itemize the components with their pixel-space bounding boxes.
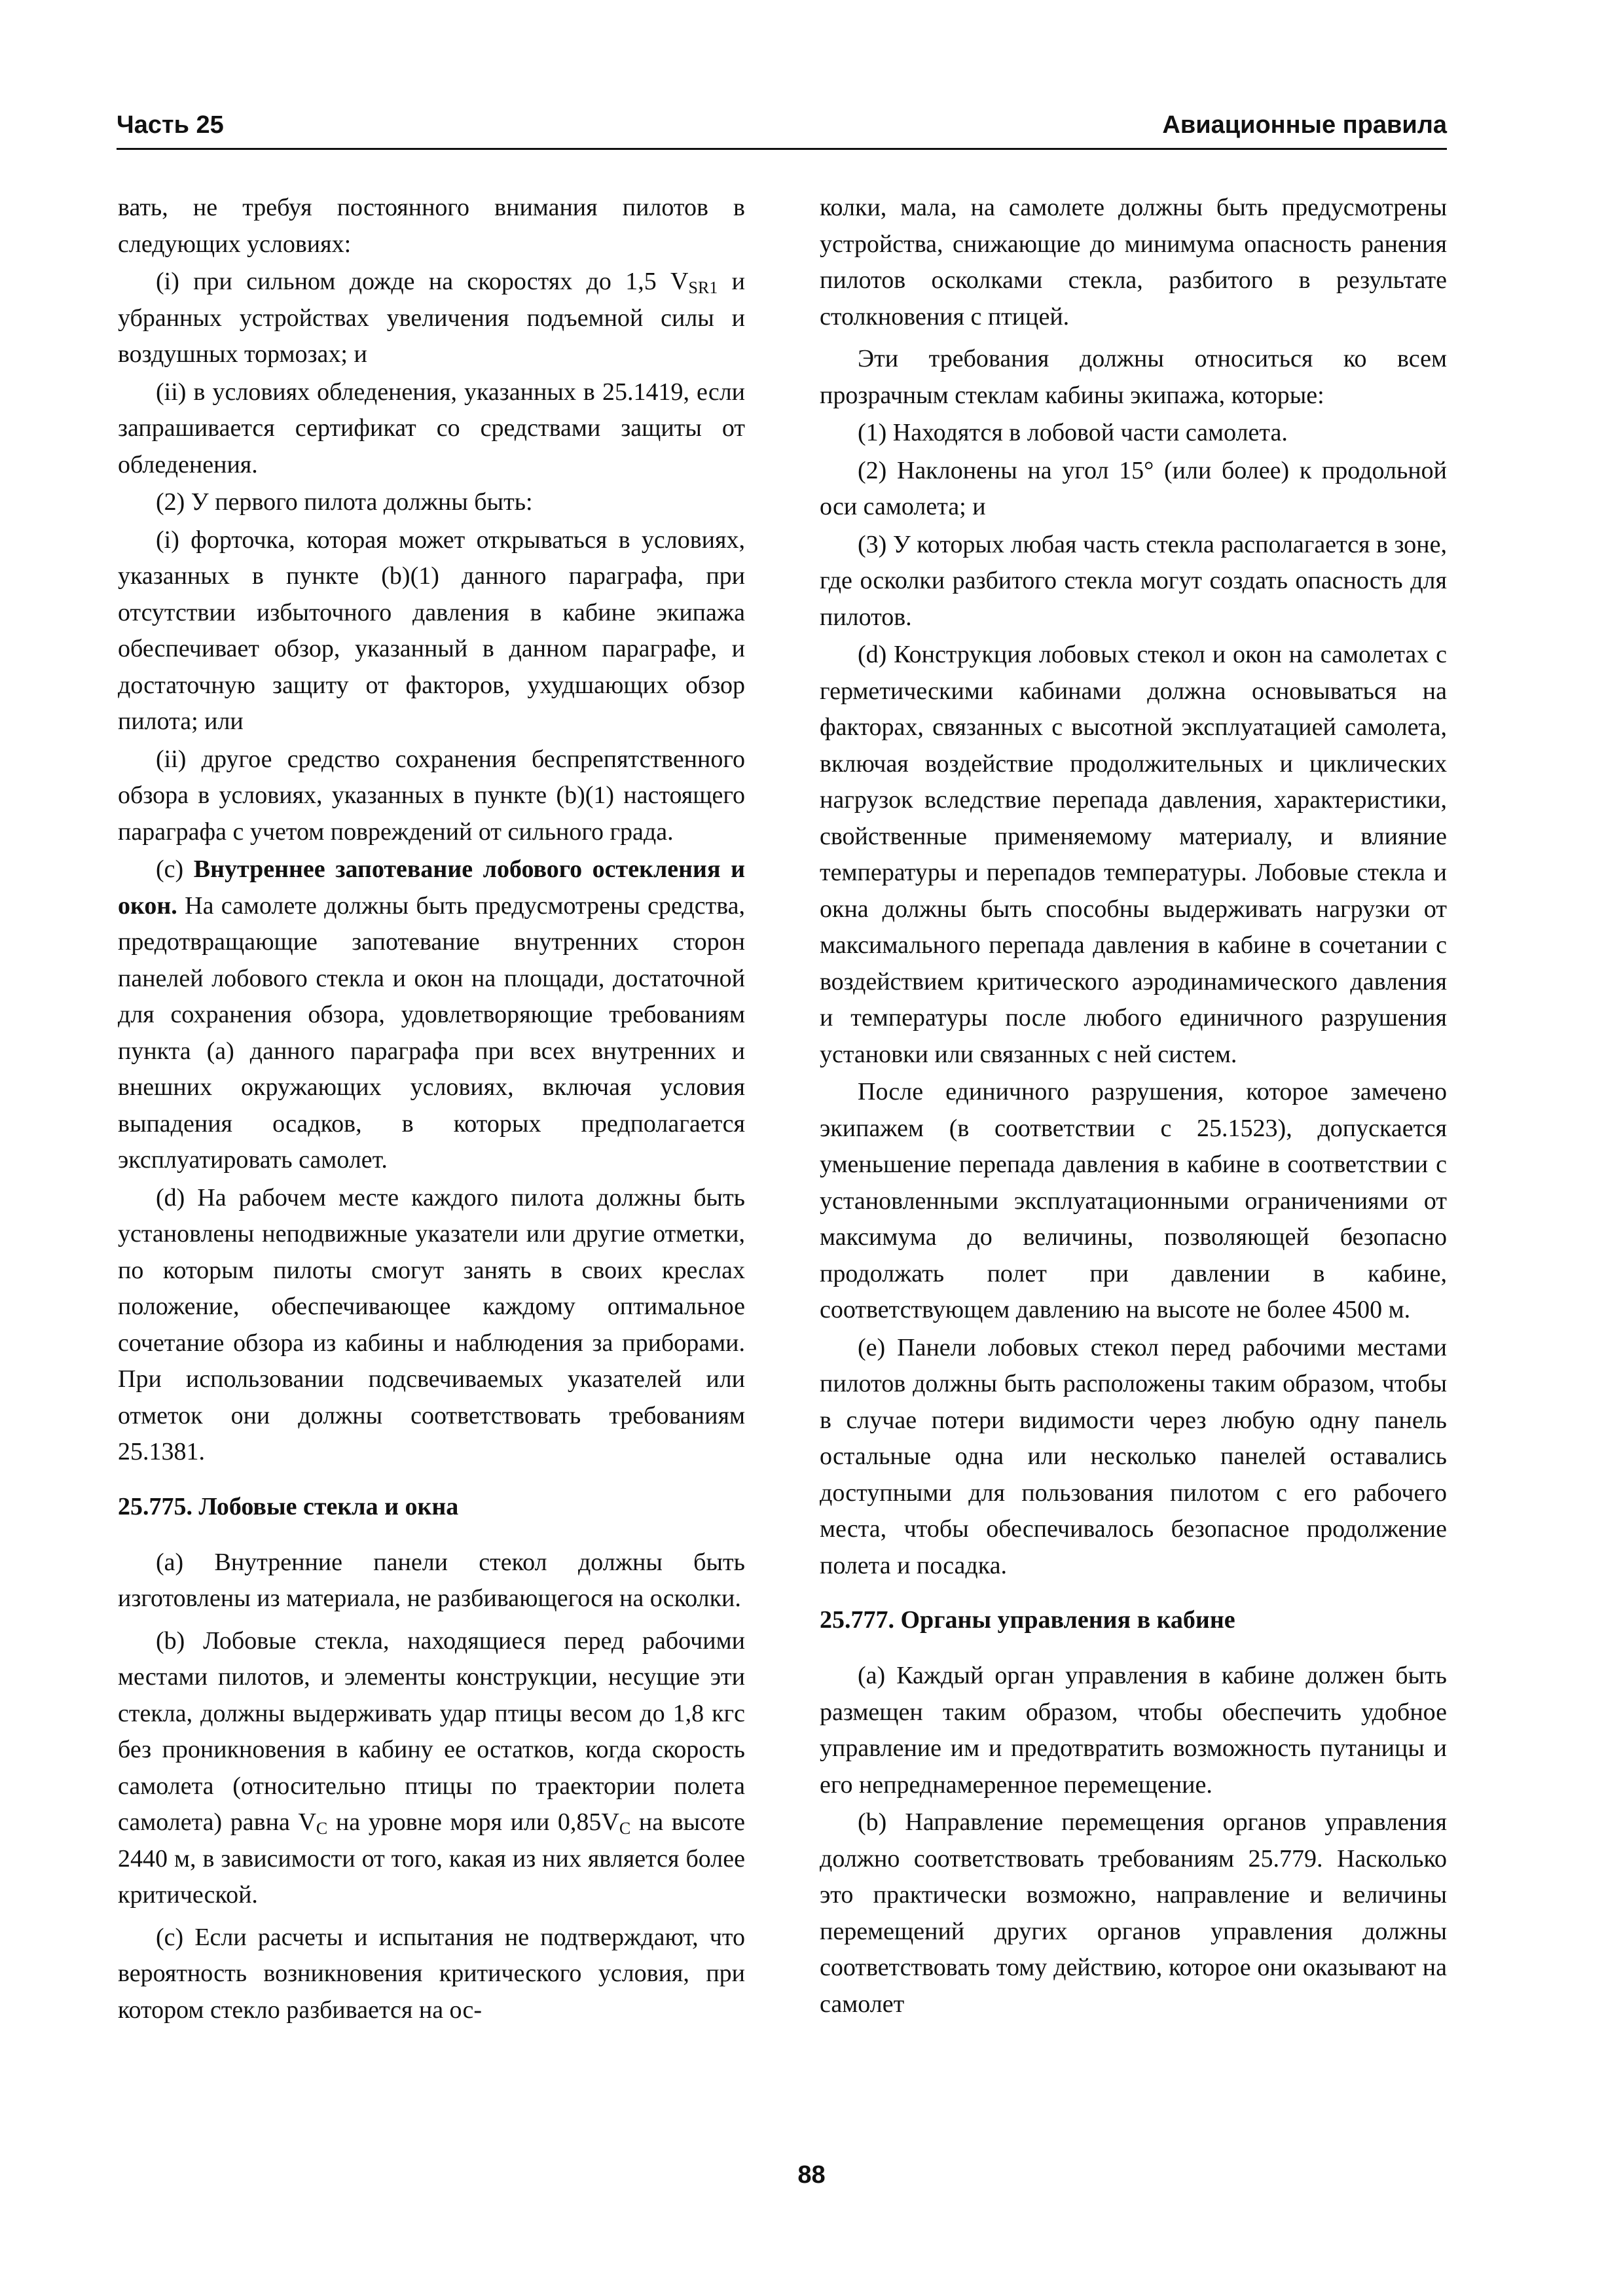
paragraph: (b) Лобовые стекла, находящиеся перед рабочими местами пилотов, и элементы конструкции, несущие эти стекла, должны выдерживать удар птицы весом до 1,8 кгс без проникновения в кабину ее остатков, когда скорость самолета (относительно птицы по траектории полета самолета) равна $V_C$ на уровне моря или $0,85V_C$ на высоте 2440 м, в зависимости от того, какая из них является более критической. [118, 1626, 746, 1909]
paragraph: (е) Панели лобовых стекол перед рабочими местами пилотов должны быть расположены таким образом, чтобы в случае потери видимости через любую одну панель остальные одна или несколько панелей оставались доступными для пользования пилотом с его рабочего места, чтобы обеспечивалось безопасное продолжение полета и посадка. [820, 1333, 1447, 1579]
paragraph: (c) Внутреннее запотевание лобового остекления и окон. На самолете должны быть предусмотрены средства, предотвращающие запотевание внутренних сторон панелей лобового стекла и окон на площади, достаточной для сохранения обзора, удовлетворяющие требованиям пункта (а) данного параграфа при всех внутренних и внешних окружающих условиях, включая условия выпадения осадков, в которых предполагается эксплуатировать самолет. [118, 855, 745, 1174]
right-column [820, 190, 1447, 2022]
paragraph: (2) У первого пилота должны быть: [156, 488, 533, 516]
section-heading: 25.775. Лобовые стекла и окна [118, 1492, 459, 1520]
paragraph: (d) Конструкция лобовых стекол и окон на самолетах с герметическими кабинами должна основываться на факторах, связанных с высотной эксплуатацией самолета, включая воздействие продолжительных и циклических нагрузок вследствие перепада давления, характеристики, свойственные применяемому материалу, и влияние температуры и перепадов температуры. Лобовые стекла и окна должны быть способны выдерживать нагрузки от максимального перепада давления в кабине в сочетании с воздействием критического аэродинамического давления и температуры после любого единичного разрушения установки или связанных с ней систем. [820, 641, 1447, 1068]
paragraph: (i) форточка, которая может открываться в условиях, указанных в пункте (b)(1) данного параграфа, при отсутствии избыточного давления в кабине экипажа обеспечивает обзор, указанный в данном параграфе, и достаточную защиту от факторов, ухудшающих обзор пилота; или [118, 526, 745, 735]
paragraph: (ii) в условиях обледенения, указанных в 25.1419, если запрашивается сертификат со средствами защиты от обледенения. [118, 378, 745, 478]
paragraph: Эти требования должны относиться ко всем прозрачным стеклам кабины экипажа, которые: [820, 345, 1447, 409]
paragraph: (а) Каждый орган управления в кабине должен быть размещен таким образом, чтобы обеспечить удобное управление им и предотвратить возможность путаницы и его непреднамеренное перемещение. [820, 1662, 1447, 1799]
paragraph: (ii) другое средство сохранения беспрепятственного обзора в условиях, указанных в пункте (b)(1) настоящего параграфа с учетом повреждений от сильного града. [118, 745, 745, 846]
paragraph: (а) Внутренние панели стекол должны быть изготовлены из материала, не разбивающегося на осколки. [118, 1548, 745, 1612]
paragraph: (с) Если расчеты и испытания не подтверждают, что вероятность возникновения критического условия, при котором стекло разбивается на ос- [118, 1923, 745, 2024]
section-heading: 25.777. Органы управления в кабине [820, 1606, 1235, 1634]
header-part-label: Часть 25 [117, 111, 224, 139]
paragraph: (i) при сильном дожде на скоростях до 1,5 $V_{SR1}$ и убранных устройствах увеличения подъемной силы и воздушных тормозах; и [118, 268, 746, 368]
paragraph: (d) На рабочем месте каждого пилота должны быть установлены неподвижные указатели или другие отметки, по которым пилоты смогут занять в своих креслах положение, обеспечивающее каждому оптимальное сочетание обзора из кабины и наблюдения за приборами. При использовании подсвечиваемых указателей или отметок они должны соответствовать требованиям 25.1381. [118, 1183, 745, 1465]
paragraph: вать, не требуя постоянного внимания пилотов в следующих условиях: [118, 194, 745, 258]
paragraph: (2) Наклонены на угол 15° (или более) к продольной оси самолета; и [820, 456, 1447, 520]
paragraph: После единичного разрушения, которое замечено экипажем (в соответствии с 25.1523), допускается уменьшение перепада давления в кабине в соответствии с установленными эксплуатационными ограничениями от максимума до величины, позволяющей безопасно продолжать полет при давлении в кабине, соответствующем давлению на высоте не более 4500 м. [820, 1078, 1447, 1323]
page-number: 88 [797, 2161, 826, 2189]
left-column [118, 190, 745, 2028]
page-header [117, 110, 1447, 150]
paragraph: (b) Направление перемещения органов управления должно соответствовать требованиям 25.779. Насколько это практически возможно, направление и величины перемещений других органов управления должны соответствовать тому действию, которое они оказывают на самолет [820, 1808, 1447, 2018]
subsection-title: Внутреннее запотевание лобового остекления и окон. [118, 855, 745, 920]
paragraph: колки, мала, на самолете должны быть предусмотрены устройства, снижающие до минимума опасность ранения пилотов осколками стекла, разбитого в результате столкновения с птицей. [820, 194, 1447, 331]
paragraph: (3) У которых любая часть стекла располагается в зоне, где осколки разбитого стекла могут создать опасность для пилотов. [820, 530, 1447, 631]
header-title: Авиационные правила [1162, 111, 1447, 139]
paragraph: (1) Находятся в лобовой части самолета. [858, 419, 1288, 446]
